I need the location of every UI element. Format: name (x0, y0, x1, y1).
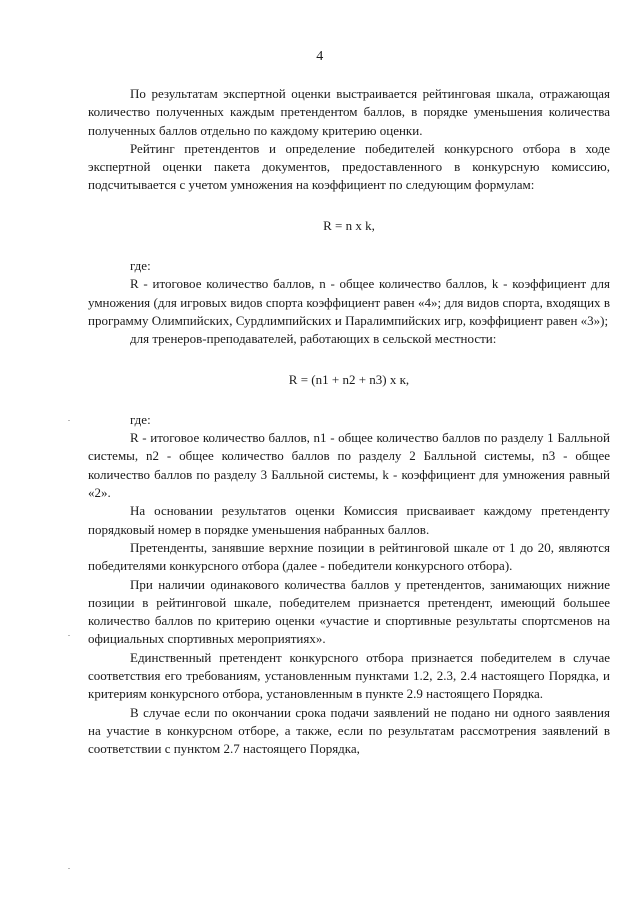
page-number: 4 (316, 49, 324, 64)
paragraph-no-applications: В случае если по окончании срока подачи заявлений не подано ни одного заявления на участие в конкурсном отборе, а также, если по результатам рассмотрения заявлений в соответствии с пунктом 2.7 настоящего Порядка, (88, 704, 610, 757)
where-label: где: (130, 258, 151, 274)
scan-mark (68, 420, 70, 421)
paragraph-rating-calculation: Рейтинг претендентов и определение победителей конкурсного отбора в ходе экспертной оценки пакета документов, предоставленного в конкурсную комиссию, подсчитывается с учетом умножения на коэффициент по следующим формулам: (88, 140, 610, 193)
formula-rural: R = (n1 + n2 + n3) x к, (288, 371, 410, 387)
paragraph-rural-trainers: для тренеров-преподавателей, работающих в сельской местности: (130, 331, 497, 347)
paragraph-winners: Претенденты, занявшие верхние позиции в рейтинговой шкале от 1 до 20, являются победителями конкурсного отбора (далее - победители конкурсного отбора). (88, 539, 610, 574)
paragraph-definitions-basic: R - итоговое количество баллов, n - общее количество баллов, k - коэффициент для умножения (для игровых видов спорта коэффициент равен «4»; для видов спорта, входящих в программу Олимпийских, Сурдлимпийских и Паралимпийских игр, коэффициент равен «3»); (88, 276, 610, 328)
formula-basic: R = n x k, (323, 217, 375, 233)
scan-mark (68, 635, 70, 636)
document-body (88, 85, 610, 759)
scan-mark (68, 868, 70, 869)
paragraph-ordinal-number: На основании результатов оценки Комиссия присваивает каждому претенденту порядковый номер в порядке уменьшения набранных баллов. (88, 503, 610, 537)
paragraph-tie-break: При наличии одинакового количества баллов у претендентов, занимающих нижние позиции в рейтинговой шкале, победителем признается претендент, имеющий большее количество баллов по критерию оценки «участие и спортивные результаты спортсменов на официальных спортивных мероприятиях». (88, 576, 610, 647)
paragraph-rating-scale: По результатам экспертной оценки выстраивается рейтинговая шкала, отражающая количество полученных каждым претендентом баллов, в порядке уменьшения количества полученных баллов отдельно по каждому критерию оценки. (88, 86, 610, 138)
where-label: где: (130, 411, 151, 427)
paragraph-single-applicant: Единственный претендент конкурсного отбора признается победителем в случае соответствия его требованиям, установленным пунктами 1.2, 2.3, 2.4 настоящего Порядка, и критериям конкурсного отбора, установленным в пункте 2.9 настоящего Порядка. (88, 649, 610, 702)
paragraph-definitions-rural: R - итоговое количество баллов, n1 - общее количество баллов по разделу 1 Балльной системы, n2 - общее количество баллов по разделу 2 Балльной системы, n3 - общее количество баллов по разделу 3 Балльной системы, k - коэффициент для умножения равный «2». (88, 430, 610, 501)
